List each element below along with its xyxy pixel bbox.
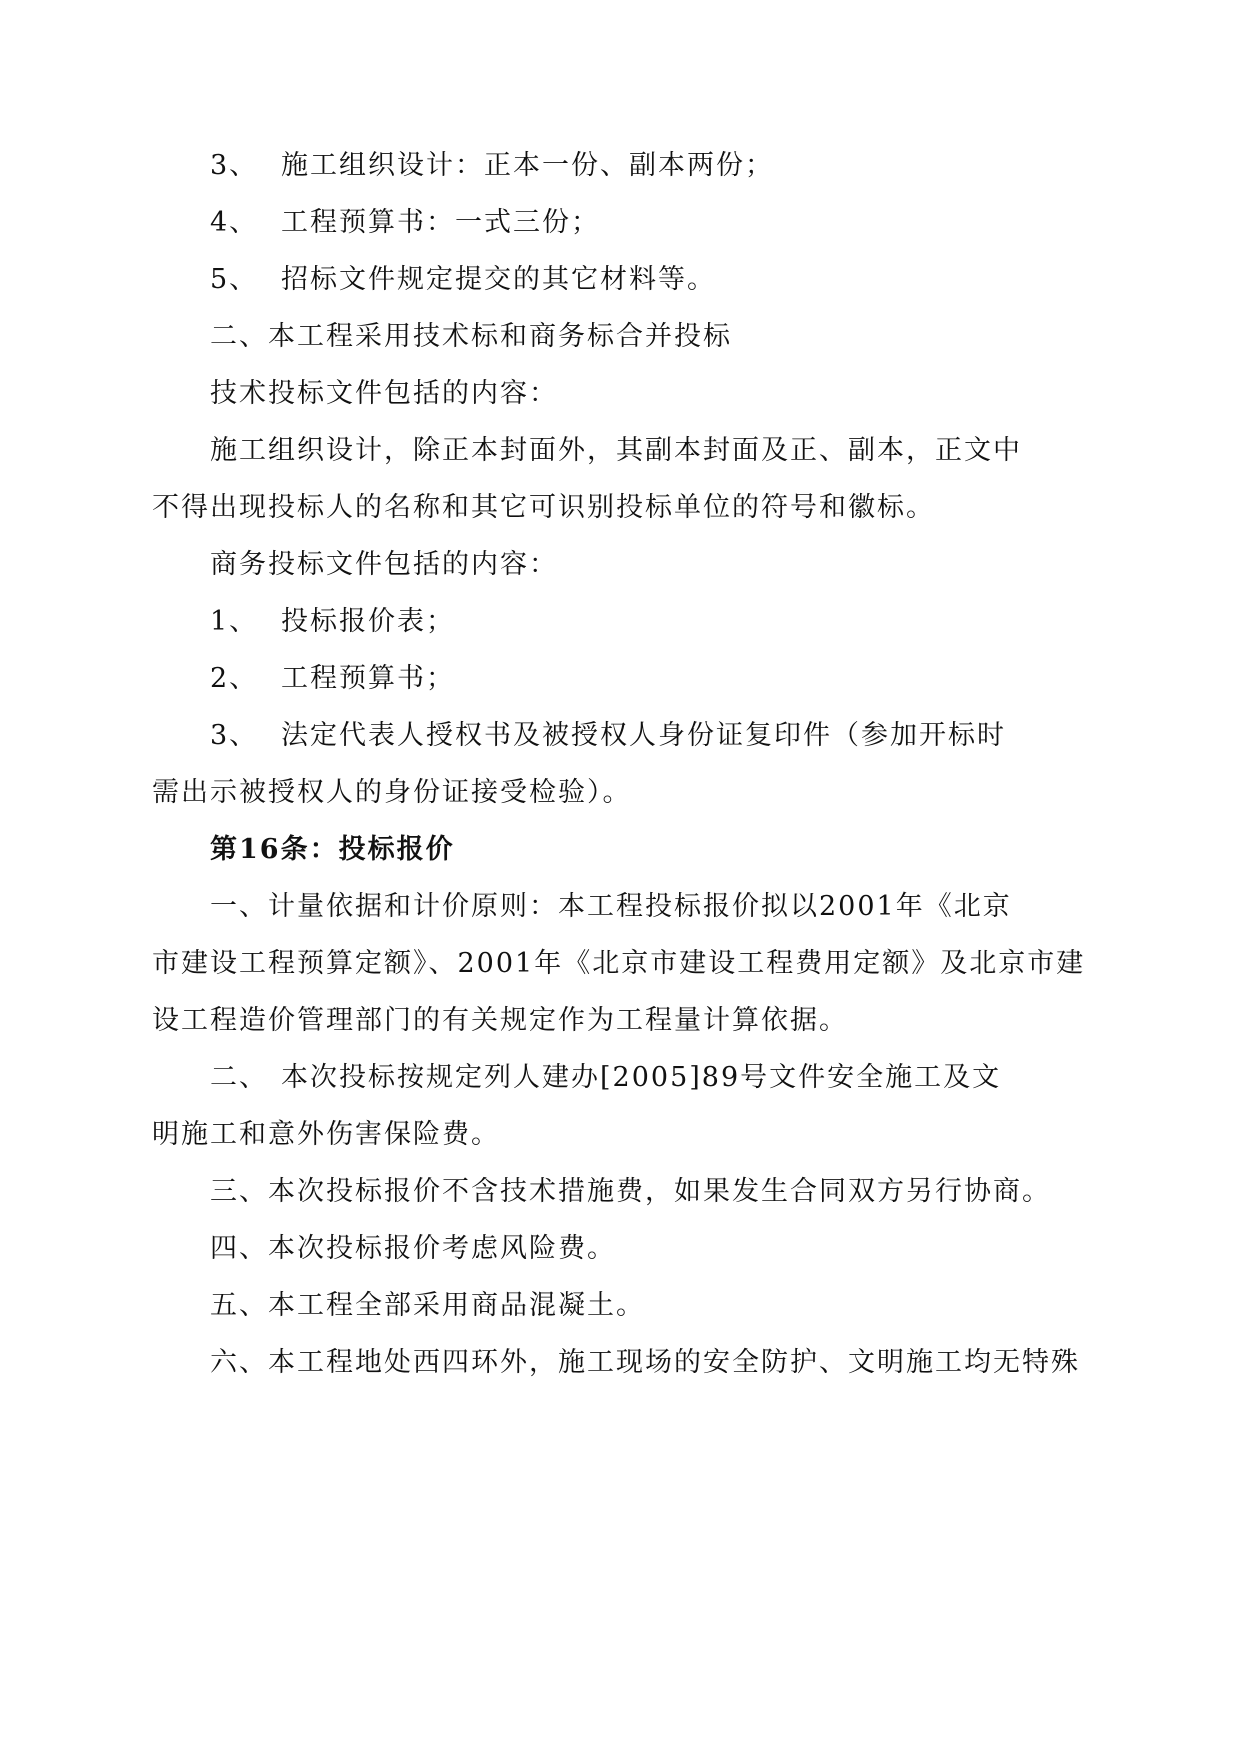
list-text: 工程预算书； [281, 663, 455, 694]
list-item-submission-4 [210, 205, 600, 241]
paragraph-technical-contents-heading: 技术投标文件包括的内容： [210, 378, 558, 409]
list-item-commercial-3 [210, 718, 1006, 754]
paragraph-item-2 [210, 1060, 1001, 1096]
list-number: 5、 [210, 264, 259, 295]
article-heading: 第16条：投标报价 [210, 834, 455, 865]
list-number: 3、 [210, 720, 259, 751]
list-number: 2、 [210, 663, 259, 694]
paragraph-line: 设工程造价管理部门的有关规定作为工程量计算依据。 [152, 1005, 848, 1036]
list-text: 本次投标按规定列人建办[2005]89号文件安全施工及文 [281, 1062, 1002, 1093]
paragraph-line: 明施工和意外伤害保险费。 [152, 1119, 500, 1150]
section-heading-merged-bid: 二、本工程采用技术标和商务标合并投标 [210, 321, 732, 352]
list-item-submission-3 [210, 148, 774, 184]
list-number: 1、 [210, 606, 259, 637]
paragraph-commercial-contents-heading: 商务投标文件包括的内容： [210, 549, 558, 580]
paragraph-line: 不得出现投标人的名称和其它可识别投标单位的符号和徽标。 [152, 492, 935, 523]
list-number: 二、 [210, 1062, 268, 1093]
list-item-commercial-2 [210, 661, 455, 697]
list-item-submission-5 [210, 262, 716, 298]
list-item-commercial-1 [210, 604, 455, 640]
paragraph-line: 需出示被授权人的身份证接受检验）。 [152, 777, 632, 808]
paragraph-item-4: 四、本次投标报价考虑风险费。 [210, 1233, 616, 1264]
list-text: 施工组织设计：正本一份、副本两份； [281, 150, 774, 181]
list-text: 法定代表人授权书及被授权人身份证复印件（参加开标时 [281, 720, 1006, 751]
list-text: 投标报价表； [281, 606, 455, 637]
list-number: 3、 [210, 150, 259, 181]
paragraph-line: 施工组织设计，除正本封面外，其副本封面及正、副本，正文中 [210, 435, 1022, 466]
paragraph-item-5: 五、本工程全部采用商品混凝土。 [210, 1290, 645, 1321]
paragraph-item-3: 三、本次投标报价不含技术措施费，如果发生合同双方另行协商。 [210, 1176, 1051, 1207]
list-number: 4、 [210, 207, 259, 238]
paragraph-item-6: 六、本工程地处西四环外，施工现场的安全防护、文明施工均无特殊 [210, 1347, 1080, 1378]
list-text: 工程预算书：一式三份； [281, 207, 600, 238]
paragraph-line: 一、计量依据和计价原则：本工程投标报价拟以2001年《北京 [210, 891, 1012, 922]
paragraph-line: 市建设工程预算定额》、2001年《北京市建设工程费用定额》及北京市建 [152, 948, 1086, 979]
list-text: 招标文件规定提交的其它材料等。 [281, 264, 716, 295]
